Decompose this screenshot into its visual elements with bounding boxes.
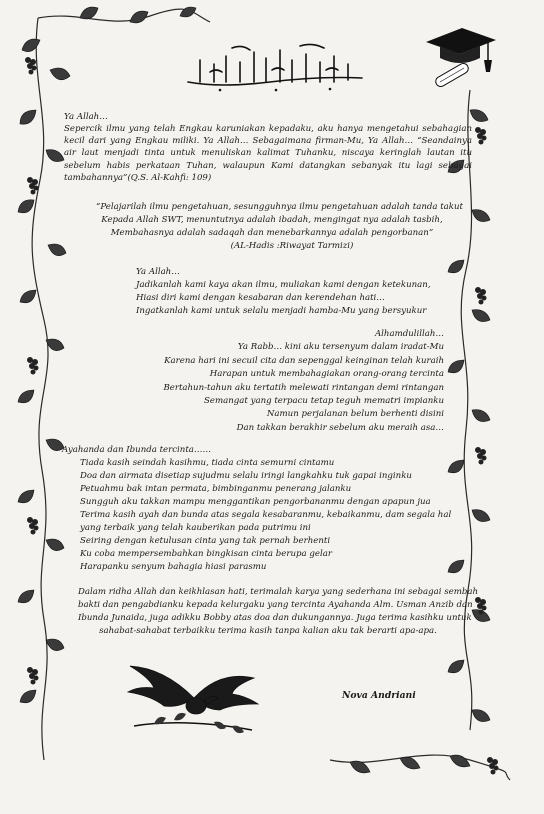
- text-line: Doa dan airmata disetiap sujudmu selalu iringi langkahku tuk gapai inginku: [80, 471, 412, 481]
- bismillah-calligraphy: [180, 42, 370, 94]
- text-line: Hiasi diri kami dengan kesabaran dan kerendehan hati…: [136, 293, 385, 303]
- prayer-lines: [136, 279, 431, 318]
- closing-paragraph: [78, 586, 479, 638]
- prayer-salutation: Ya Allah…: [136, 267, 180, 277]
- text-line: Harapanku senyum bahagia hiasi parasmu: [80, 562, 267, 572]
- text-line: Dan takkan berakhir sebelum aku meraih asa…: [236, 422, 444, 433]
- text-line: Jadikanlah kami kaya akan ilmu, muliakan kami dengan ketekunan,: [136, 280, 431, 290]
- text-line: Kepada Allah SWT, menuntutnya adalah ibadah, mengingat nya adalah tasbih,: [101, 215, 443, 225]
- text-line: Dalam ridha Allah dan keikhlasan hati, terimalah karya yang sederhana ini sebagai sembah: [78, 587, 479, 597]
- text-line: Alhamdulillah…: [374, 329, 444, 339]
- text-line: Sepercik ilmu yang telah Engkau karuniakan kepadaku, aku hanya mengetahui sebahagian: [64, 124, 472, 134]
- text-line: bakti dan pengabdianku kepada kelurgaku yang tercinta Ayahanda Alm. Usman Anzib dan: [78, 600, 473, 610]
- text-line: Bertahun-tahun aku tertatih melewati rintangan demi rintangan: [163, 382, 444, 393]
- eagle-with-branch-illustration: [124, 648, 264, 748]
- hadith-source: (AL-Hadis :Riwayat Tarmizi): [230, 241, 354, 251]
- opening-salutation: Ya Allah…: [64, 112, 108, 122]
- text-line: Terima kasih ayah dan bunda atas segala kesabaranmu, kebaikanmu, dam segala hal: [80, 510, 452, 520]
- text-line: “Pelajarilah ilmu pengetahuan, sesungguhnya ilmu pengetahuan adalah tanda takut: [96, 202, 463, 212]
- text-line: Semangat yang terpacu tetap teguh mematri impianku: [204, 396, 444, 407]
- text-line: Ingatkanlah kami untuk selalu menjadi hamba-Mu yang bersyukur: [136, 306, 427, 316]
- text-line: Ku coba mempersembahkan bingkisan cinta berupa gelar: [80, 549, 332, 559]
- parents-verse: [80, 457, 451, 574]
- opening-paragraph: [64, 123, 472, 184]
- text-line: Tiada kasih seindah kasihmu, tiada cinta semurni cintamu: [80, 458, 335, 468]
- diploma-scroll-icon: [434, 62, 470, 89]
- text-line: Petuahmu bak intan permata, bimbinganmu penerang jalanku: [80, 484, 352, 494]
- graduation-cap-icon: [418, 20, 498, 96]
- text-line: sebelum habis perkataan Tuhan, walaupun Kami datangkan sebanyak itu lagi sebagai: [64, 160, 472, 171]
- text-line: sahabat-sahabat terbaikku terima kasih tanpa kalian aku tak berarti apa-apa.: [99, 626, 437, 636]
- text-line: Harapan untuk membahagiakan orang-orang tercinta: [209, 369, 444, 380]
- text-line: yang terbaik yang telah kauberikan pada putrimu ini: [80, 523, 311, 533]
- text-line: Seiring dengan ketulusan cinta yang tak pernah berhenti: [80, 536, 331, 546]
- gratitude-verse: [150, 328, 444, 435]
- text-line: Membahasnya adalah sadaqah dan menebarkannya adalah pengorbanan”: [110, 228, 434, 238]
- text-line: Sungguh aku takkan mampu menggantikan pengorbananmu dengan apapun jua: [80, 497, 431, 507]
- hadith-quote: [96, 201, 463, 253]
- text-line: air laut menjadi tinta untuk menuliskan kalimat Tuhanku, niscaya keringlah lautan itu: [64, 148, 472, 159]
- text-line: kecil dari yang Engkau miliki. Ya Allah… Sebagaimana firman-Mu, Ya Allah… “Seandainya: [64, 136, 472, 147]
- text-line: Namun perjalanan belum berhenti disini: [266, 409, 444, 420]
- text-line: Karena hari ini secuil cita dan sepenggal keinginan telah kuraih: [164, 355, 444, 366]
- parents-salutation: Ayahanda dan Ibunda tercinta……: [62, 445, 212, 455]
- text-line: Ya Rabb… kini aku tersenyum dalam iradat-Mu: [237, 342, 444, 353]
- text-line: Ibunda Junaida, juga adikku Bobby atas doa dan dukungannya. Juga terima kasihku untuk: [78, 613, 472, 623]
- text-line: tambahannya”(Q.S. Al-Kahfi: 109): [64, 172, 212, 183]
- signature-name: Nova Andriani: [342, 690, 416, 701]
